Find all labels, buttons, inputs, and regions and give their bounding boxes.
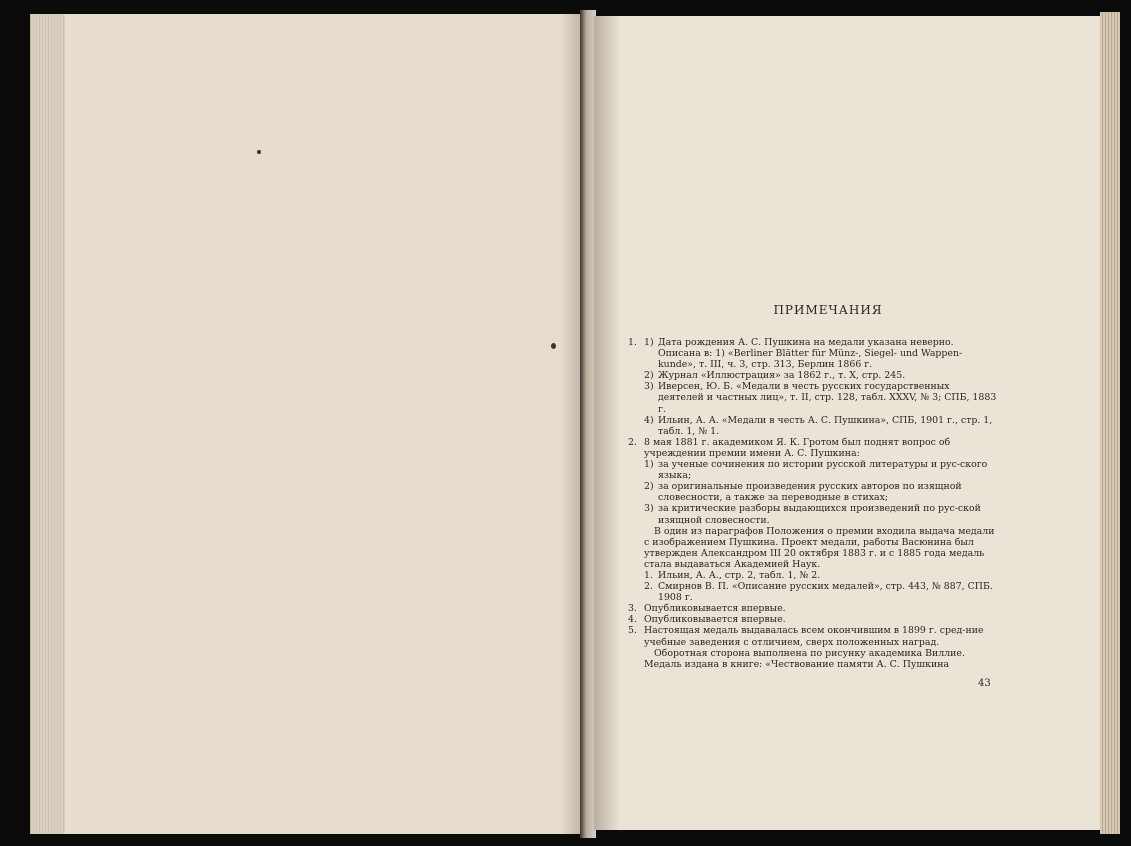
note-paragraph: В один из параграфов Положения о премии входила выдача медали с изображением Пушкина. Проект медали, работы Васюнина был утвержден Александром III 20 октября 1883 г. и с 1885 года медаль стала выдаваться Академией Наук. bbox=[644, 525, 995, 570]
note-paragraph: Оборотная сторона выполнена по рисунку академика Виллие. Медаль издана в книге: «Чествование памяти А. С. Пушкина bbox=[644, 647, 965, 670]
ink-speck bbox=[551, 343, 556, 349]
note-sub-item: 1) Дата рождения А. С. Пушкина на медали указана неверно. Описана в: 1) «Berliner Blätter für Münz-, Siegel- und Wappen-kunde», т. III, ч. 3, стр. 313, Берлин 1866 г. bbox=[644, 337, 963, 371]
note-sub-item: 2) за оригинальные произведения русских авторов по изящной словесности, а также за переводные в стихах; bbox=[644, 481, 962, 504]
section-title: ПРИМЕЧАНИЯ bbox=[773, 303, 883, 317]
note-text: Опубликовывается впервые. bbox=[644, 614, 786, 626]
note-number: 1. bbox=[628, 337, 637, 348]
left-page bbox=[30, 14, 583, 834]
note-item bbox=[628, 625, 998, 669]
gutter-shadow bbox=[560, 14, 582, 834]
gutter-shadow-right bbox=[594, 16, 620, 830]
note-item bbox=[628, 337, 998, 437]
note-number: 2. bbox=[628, 436, 637, 448]
notes-section bbox=[628, 300, 998, 670]
note-sub-item: 4) Ильин, А. А. «Медали в честь А. С. Пушкина», СПБ, 1901 г., стр. 1, табл. 1, № 1. bbox=[644, 414, 993, 437]
note-sub-item: 2) Журнал «Иллюстрация» за 1862 г., т. Х, стр. 245. bbox=[644, 370, 906, 382]
note-sub-item: 3) Иверсен, Ю. Б. «Медали в честь русских государственных деятелей и частных лиц», т. II, стр. 128, табл. XXXV, № 3; СПБ, 1883 г. bbox=[644, 381, 997, 415]
note-text: Настоящая медаль выдавалась всем окончившим в 1899 г. сред-ние учебные заведения с отличием, сверх положенных наград. bbox=[644, 625, 984, 648]
note-text: Опубликовывается впервые. bbox=[644, 603, 786, 615]
note-number: 3. bbox=[628, 603, 637, 615]
note-number: 5. bbox=[628, 625, 637, 637]
note-intro: 8 мая 1881 г. академиком Я. К. Гротом был поднят вопрос об учреждении премии имени А. С. Пушкина: bbox=[644, 436, 951, 459]
page-edges bbox=[31, 14, 65, 834]
note-item bbox=[628, 614, 998, 625]
note-item bbox=[628, 437, 998, 603]
note-item bbox=[628, 603, 998, 614]
note-number: 4. bbox=[628, 614, 637, 626]
note-sub-item: 1) за ученые сочинения по истории русской литературы и рус-ского языка; bbox=[644, 459, 988, 482]
note-reference: 2. Смирнов В. П. «Описание русских медалей», стр. 443, № 887, СПБ. 1908 г. bbox=[644, 581, 993, 604]
note-reference: 1. Ильин, А. А., стр. 2, табл. 1, № 2. bbox=[644, 569, 821, 581]
blank-page bbox=[65, 14, 583, 834]
ink-speck bbox=[257, 150, 261, 154]
page-number: 43 bbox=[978, 678, 991, 689]
note-sub-item: 3) за критические разборы выдающихся произведений по рус-ской изящной словесности. bbox=[644, 503, 981, 526]
right-page-edges bbox=[1100, 12, 1120, 834]
